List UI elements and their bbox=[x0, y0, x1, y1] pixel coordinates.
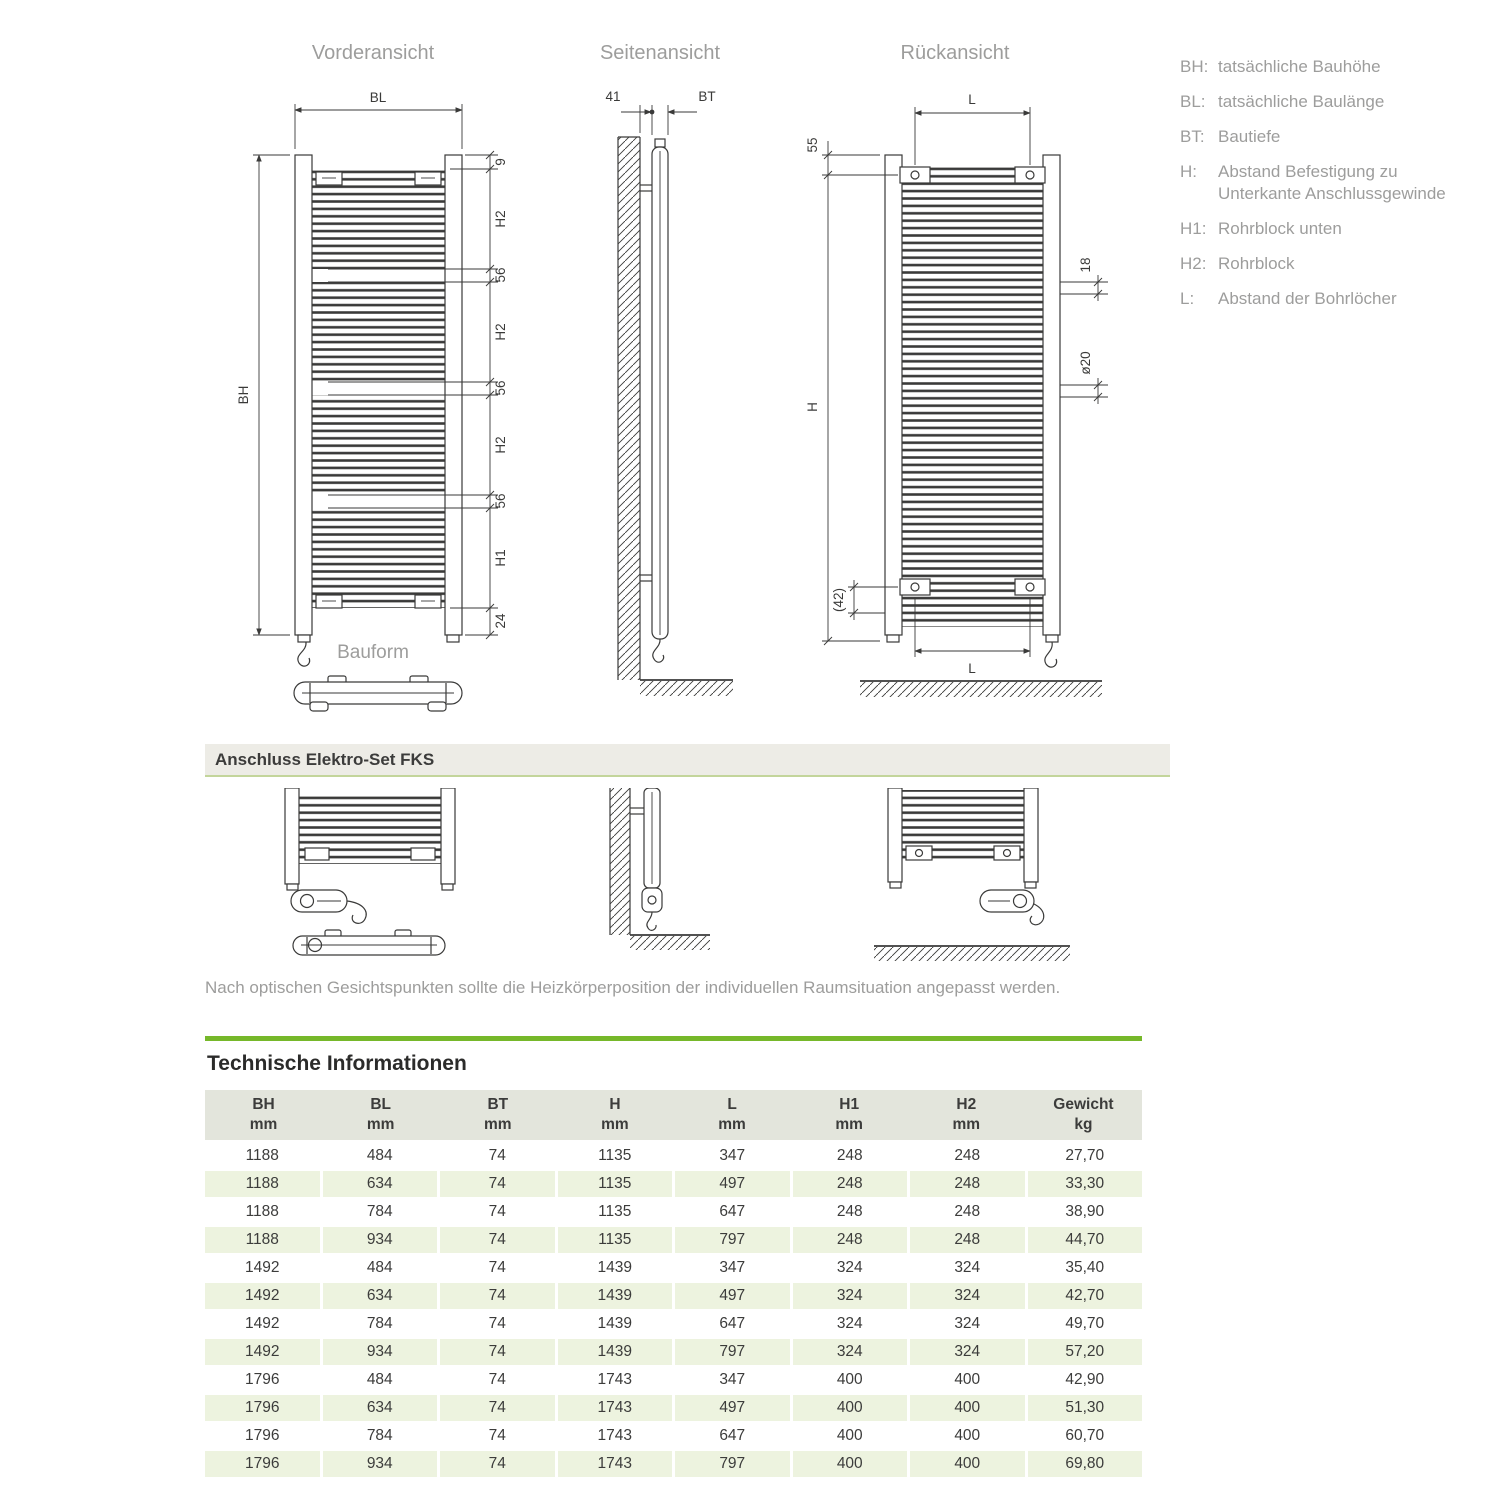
table-column-header: BH mm bbox=[249, 1096, 278, 1133]
table-cell: 74 bbox=[440, 1171, 555, 1197]
table-cell: 400 bbox=[793, 1367, 908, 1393]
table-cell: 57,20 bbox=[1028, 1339, 1143, 1365]
legend-item bbox=[1180, 218, 1480, 240]
dim-label-41: 41 bbox=[605, 89, 621, 104]
table-cell: 400 bbox=[793, 1423, 908, 1449]
table-cell: 497 bbox=[675, 1283, 790, 1309]
table-cell: 74 bbox=[440, 1423, 555, 1449]
elektro-rear-drawing bbox=[868, 788, 1078, 973]
legend-text: Rohrblock bbox=[1218, 254, 1295, 273]
table-cell: 248 bbox=[793, 1199, 908, 1225]
table-cell: 74 bbox=[440, 1367, 555, 1393]
table-cell: 324 bbox=[793, 1311, 908, 1337]
legend-text: Abstand Befestigung zu Unterkante Anschlussgewinde bbox=[1218, 162, 1446, 203]
front-view-title: Vorderansicht bbox=[311, 42, 435, 64]
table-cell: 784 bbox=[323, 1311, 438, 1337]
table-row bbox=[205, 1227, 1142, 1253]
table-cell: 1188 bbox=[205, 1199, 320, 1225]
table-cell: 1439 bbox=[558, 1283, 673, 1309]
table-cell: 38,90 bbox=[1028, 1199, 1143, 1225]
cable-hook bbox=[347, 901, 366, 923]
legend-item bbox=[1180, 91, 1480, 113]
table-column-header: BL mm bbox=[366, 1096, 395, 1133]
table-cell: 324 bbox=[910, 1339, 1025, 1365]
legend-text: Bautiefe bbox=[1218, 127, 1281, 146]
table-row bbox=[205, 1367, 1142, 1393]
table-cell: 934 bbox=[323, 1451, 438, 1477]
table-cell: 934 bbox=[323, 1339, 438, 1365]
table-cell: 400 bbox=[910, 1367, 1025, 1393]
table-cell: 1796 bbox=[205, 1451, 320, 1477]
legend-list bbox=[1180, 56, 1480, 323]
dim-label-dia20: ø20 bbox=[1078, 351, 1093, 375]
table-cell: 497 bbox=[675, 1171, 790, 1197]
table-cell: 27,70 bbox=[1028, 1143, 1143, 1169]
table-row bbox=[205, 1339, 1142, 1365]
table-cell: 74 bbox=[440, 1143, 555, 1169]
table-cell: 324 bbox=[793, 1339, 908, 1365]
table-cell: 1796 bbox=[205, 1423, 320, 1449]
green-divider bbox=[205, 1036, 1142, 1041]
table-cell: 248 bbox=[910, 1227, 1025, 1253]
table-cell: 248 bbox=[910, 1171, 1025, 1197]
dim-label-42: (42) bbox=[831, 587, 846, 613]
cable-hook bbox=[1045, 642, 1057, 667]
side-view-drawing bbox=[585, 85, 735, 705]
legend-item bbox=[1180, 253, 1480, 275]
legend-key: H2: bbox=[1180, 254, 1207, 273]
dim-label-55: 55 bbox=[805, 137, 820, 153]
legend-item bbox=[1180, 161, 1480, 205]
legend-text: Abstand der Bohrlöcher bbox=[1218, 289, 1397, 308]
table-cell: 248 bbox=[910, 1143, 1025, 1169]
table-title: Technische Informationen bbox=[207, 1052, 467, 1075]
legend-text: tatsächliche Baulänge bbox=[1218, 92, 1385, 111]
table-cell: 484 bbox=[323, 1143, 438, 1169]
table-column-header: H mm bbox=[601, 1096, 629, 1133]
table-cell: 647 bbox=[675, 1423, 790, 1449]
dim-label-l-top: L bbox=[968, 92, 976, 107]
table-cell: 1492 bbox=[205, 1255, 320, 1281]
elektro-front-drawing bbox=[255, 788, 485, 973]
table-cell: 248 bbox=[793, 1227, 908, 1253]
cable-hook bbox=[653, 639, 664, 662]
table-cell: 1439 bbox=[558, 1339, 673, 1365]
table-cell: 1492 bbox=[205, 1339, 320, 1365]
table-column-header: Gewicht kg bbox=[1053, 1096, 1114, 1133]
table-cell: 647 bbox=[675, 1311, 790, 1337]
table-cell: 324 bbox=[910, 1255, 1025, 1281]
table-column-header: BT mm bbox=[484, 1096, 512, 1133]
legend-text: Rohrblock unten bbox=[1218, 219, 1342, 238]
table-cell: 74 bbox=[440, 1227, 555, 1253]
legend-item bbox=[1180, 126, 1480, 148]
legend-key: BL: bbox=[1180, 92, 1206, 111]
dim-label-56: 56 bbox=[493, 493, 508, 509]
table-row bbox=[205, 1199, 1142, 1225]
table-cell: 33,30 bbox=[1028, 1171, 1143, 1197]
rear-view-title: Rückansicht bbox=[900, 42, 1010, 64]
table-cell: 400 bbox=[793, 1451, 908, 1477]
table-row bbox=[205, 1451, 1142, 1477]
table-cell: 1492 bbox=[205, 1283, 320, 1309]
table-cell: 634 bbox=[323, 1283, 438, 1309]
table-header-row bbox=[205, 1090, 1142, 1140]
table-cell: 74 bbox=[440, 1311, 555, 1337]
table-cell: 324 bbox=[793, 1283, 908, 1309]
table-cell: 1188 bbox=[205, 1171, 320, 1197]
table-cell: 484 bbox=[323, 1367, 438, 1393]
table-cell: 248 bbox=[793, 1143, 908, 1169]
table-cell: 49,70 bbox=[1028, 1311, 1143, 1337]
side-view-title: Seitenansicht bbox=[599, 42, 721, 64]
table-cell: 324 bbox=[793, 1255, 908, 1281]
table-cell: 74 bbox=[440, 1395, 555, 1421]
table-cell: 400 bbox=[910, 1423, 1025, 1449]
dim-label-bt: BT bbox=[698, 89, 716, 104]
dim-label-56: 56 bbox=[493, 380, 508, 396]
table-row bbox=[205, 1423, 1142, 1449]
table-cell: 484 bbox=[323, 1255, 438, 1281]
table-row bbox=[205, 1143, 1142, 1169]
table-cell: 347 bbox=[675, 1143, 790, 1169]
table-cell: 60,70 bbox=[1028, 1423, 1143, 1449]
table-row bbox=[205, 1311, 1142, 1337]
table-cell: 248 bbox=[793, 1171, 908, 1197]
table-cell: 1743 bbox=[558, 1395, 673, 1421]
legend-key: BT: bbox=[1180, 127, 1205, 146]
table-cell: 74 bbox=[440, 1451, 555, 1477]
legend-key: L: bbox=[1180, 289, 1195, 308]
table-cell: 74 bbox=[440, 1283, 555, 1309]
table-cell: 347 bbox=[675, 1367, 790, 1393]
table-cell: 1135 bbox=[558, 1199, 673, 1225]
table-cell: 1743 bbox=[558, 1367, 673, 1393]
table-cell: 324 bbox=[910, 1311, 1025, 1337]
table-cell: 1135 bbox=[558, 1171, 673, 1197]
table-cell: 784 bbox=[323, 1199, 438, 1225]
legend-key: H1: bbox=[1180, 219, 1207, 238]
table-column-header: H2 mm bbox=[952, 1096, 981, 1133]
table-cell: 1188 bbox=[205, 1227, 320, 1253]
table-cell: 42,70 bbox=[1028, 1283, 1143, 1309]
bauform-drawing bbox=[288, 668, 468, 730]
table-cell: 35,40 bbox=[1028, 1255, 1143, 1281]
legend-key: H: bbox=[1180, 162, 1197, 181]
table-cell: 42,90 bbox=[1028, 1367, 1143, 1393]
table-cell: 69,80 bbox=[1028, 1451, 1143, 1477]
table-cell: 784 bbox=[323, 1423, 438, 1449]
table-body bbox=[205, 1143, 1142, 1477]
legend-item bbox=[1180, 56, 1480, 78]
table-cell: 934 bbox=[323, 1227, 438, 1253]
table-cell: 324 bbox=[910, 1283, 1025, 1309]
table-cell: 1439 bbox=[558, 1255, 673, 1281]
cable-hook bbox=[647, 912, 656, 930]
table-cell: 1188 bbox=[205, 1143, 320, 1169]
table-cell: 1796 bbox=[205, 1367, 320, 1393]
table-cell: 74 bbox=[440, 1199, 555, 1225]
table-cell: 44,70 bbox=[1028, 1227, 1143, 1253]
tech-info-table bbox=[205, 1090, 1142, 1479]
table-cell: 74 bbox=[440, 1255, 555, 1281]
table-cell: 74 bbox=[440, 1339, 555, 1365]
rear-view-drawing bbox=[790, 85, 1120, 710]
dim-label-bl: BL bbox=[369, 90, 387, 105]
dim-label-bh: BH bbox=[236, 385, 251, 405]
legend-text: tatsächliche Bauhöhe bbox=[1218, 57, 1381, 76]
dim-label-h: H bbox=[805, 402, 820, 412]
table-cell: 1439 bbox=[558, 1311, 673, 1337]
legend-key: BH: bbox=[1180, 57, 1209, 76]
table-column-header: H1 mm bbox=[835, 1096, 863, 1133]
dim-label-h2: H2 bbox=[493, 323, 508, 341]
table-cell: 797 bbox=[675, 1451, 790, 1477]
table-cell: 1135 bbox=[558, 1227, 673, 1253]
dim-label-h1: H1 bbox=[493, 549, 508, 567]
position-note: Nach optischen Gesichtspunkten sollte die Heizkörperposition der individuellen Raumsituation angepasst werden. bbox=[205, 978, 1061, 997]
dim-label-18: 18 bbox=[1078, 257, 1093, 273]
table-row bbox=[205, 1395, 1142, 1421]
dim-label-l-bottom: L bbox=[968, 661, 976, 676]
dim-label-9: 9 bbox=[493, 158, 508, 166]
table-cell: 497 bbox=[675, 1395, 790, 1421]
dim-label-56: 56 bbox=[493, 267, 508, 283]
dim-label-h2: H2 bbox=[493, 210, 508, 228]
elektro-side-drawing bbox=[598, 788, 718, 973]
table-row bbox=[205, 1255, 1142, 1281]
table-column-header: L mm bbox=[718, 1096, 746, 1133]
dim-label-h2: H2 bbox=[493, 436, 508, 454]
table-cell: 797 bbox=[675, 1339, 790, 1365]
anschluss-band bbox=[205, 744, 1170, 777]
table-cell: 1743 bbox=[558, 1451, 673, 1477]
table-row bbox=[205, 1283, 1142, 1309]
table-row bbox=[205, 1171, 1142, 1197]
table-cell: 647 bbox=[675, 1199, 790, 1225]
legend-item bbox=[1180, 288, 1480, 310]
table-cell: 400 bbox=[910, 1451, 1025, 1477]
dim-label-24: 24 bbox=[493, 613, 508, 629]
table-cell: 1492 bbox=[205, 1311, 320, 1337]
front-view-drawing bbox=[228, 88, 518, 668]
table-cell: 347 bbox=[675, 1255, 790, 1281]
table-cell: 634 bbox=[323, 1395, 438, 1421]
table-cell: 1796 bbox=[205, 1395, 320, 1421]
anschluss-title: Anschluss Elektro-Set FKS bbox=[215, 749, 435, 769]
table-cell: 1743 bbox=[558, 1423, 673, 1449]
table-cell: 1135 bbox=[558, 1143, 673, 1169]
table-cell: 400 bbox=[793, 1395, 908, 1421]
table-cell: 797 bbox=[675, 1227, 790, 1253]
bauform-title: Bauform bbox=[337, 642, 409, 663]
table-cell: 248 bbox=[910, 1199, 1025, 1225]
table-cell: 634 bbox=[323, 1171, 438, 1197]
table-cell: 51,30 bbox=[1028, 1395, 1143, 1421]
table-cell: 400 bbox=[910, 1395, 1025, 1421]
